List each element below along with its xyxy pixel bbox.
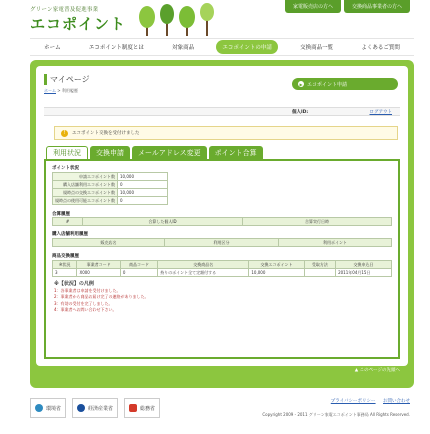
table-cell: 10,000: [249, 269, 304, 277]
legend-item: 3：有効の受付を完了しました。: [54, 300, 113, 306]
tab-email-change[interactable]: メールアドレス変更: [132, 146, 207, 159]
column-header: ※状況: [53, 261, 77, 269]
table-header-row: [53, 261, 392, 269]
notice-message: [54, 126, 398, 140]
legend-title: ※【状況】の凡例: [54, 281, 94, 287]
info-icon: !: [61, 130, 68, 137]
table-row: [53, 269, 392, 277]
tab-point-merge[interactable]: ポイント合算: [209, 146, 263, 159]
economy-logo-icon: [77, 404, 85, 412]
member-id-label: 個人ID:: [292, 110, 309, 115]
column-header: 合算した個人ID: [83, 218, 243, 226]
breadcrumb-home[interactable]: ホーム: [44, 88, 56, 93]
site-header: [0, 0, 430, 38]
eco-point-apply-button[interactable]: [292, 78, 398, 90]
footer-logos: [30, 398, 160, 418]
table-row: [53, 181, 168, 189]
exchange-table: [52, 260, 392, 277]
environment-logo-icon: [35, 404, 43, 412]
column-header: 販売店名: [53, 239, 165, 247]
logo-label: 経済産業省: [88, 405, 114, 412]
points-value: 0: [118, 197, 168, 205]
table-cell: 2011年04月15日: [336, 269, 392, 277]
status-legend: [54, 281, 149, 314]
ministry-economy-logo[interactable]: [72, 398, 118, 418]
tab-bar: [46, 146, 263, 159]
breadcrumb-current: 利用履歴: [61, 88, 78, 93]
column-header: 事業者コード: [77, 261, 120, 269]
nav-apply[interactable]: エコポイントの申請: [216, 40, 278, 54]
logo-subtitle: グリーン家電普及促進事業: [30, 7, 99, 13]
privacy-policy-link[interactable]: プライバシーポリシー: [330, 399, 376, 404]
points-value: 0: [118, 181, 168, 189]
table-header-row: [53, 218, 392, 226]
column-header: 利用区分: [165, 239, 279, 247]
tab-usage[interactable]: 利用状況: [46, 146, 88, 159]
content-card: [36, 66, 408, 366]
exchange-vendor-button[interactable]: 交換商品事業者の方へ: [344, 0, 410, 13]
points-value: 10,000: [118, 189, 168, 197]
main-frame: [30, 60, 414, 388]
retailer-button[interactable]: 家電販売店の方へ: [285, 0, 341, 13]
points-label: 購入店舗利用エコポイント数: [53, 181, 118, 189]
column-header: 商品コード: [120, 261, 157, 269]
contact-link[interactable]: お問い合わせ: [383, 399, 410, 404]
merge-section-title: 合算履歴: [52, 212, 70, 217]
nav-exchange-list[interactable]: 交換商品一覧: [300, 45, 334, 51]
arrow-right-icon: ▶: [299, 81, 303, 87]
table-cell: [304, 269, 335, 277]
table-header-row: [53, 239, 392, 247]
points-label: 規時点の交換エコポイント数: [53, 189, 118, 197]
table-row: [53, 197, 168, 205]
copyright: Copyright 2009 - 2011 グリーン家電エコポイント事務局 All Rights Reserved.: [262, 412, 410, 417]
tab-exchange[interactable]: 交換申請: [90, 146, 130, 159]
store-section-title: 購入店舗利用履歴: [52, 232, 88, 237]
merge-table: [52, 217, 392, 226]
ministry-environment-logo[interactable]: [30, 398, 66, 418]
logout-link[interactable]: ログアウト: [369, 110, 392, 115]
column-header: 利用ポイント: [279, 239, 392, 247]
points-table: [52, 172, 168, 205]
logo-title[interactable]: エコポイント: [30, 15, 127, 33]
logo-label: 環境省: [46, 405, 62, 412]
nav-home[interactable]: ホーム: [44, 45, 61, 51]
column-header: 受取方法: [304, 261, 335, 269]
table-cell: 0: [120, 269, 157, 277]
table-cell: 持りのポイント全て定額付する: [158, 269, 249, 277]
nav-about[interactable]: エコポイント制度とは: [88, 45, 144, 51]
legend-item: 1：各事業者は申請を受付けました。: [54, 287, 121, 293]
store-table: [52, 238, 392, 247]
top-buttons: [285, 0, 410, 13]
notice-text: エコポイント交換を受付けました: [72, 131, 140, 136]
trees-illustration: [134, 2, 224, 38]
legend-item: 4：事業者へお問い合わせ下さい。: [54, 307, 117, 312]
column-header: 合算実行日時: [243, 218, 392, 226]
table-row: [53, 173, 168, 181]
table-cell: 3: [53, 269, 77, 277]
member-bar: [44, 107, 400, 116]
page-title: マイページ: [44, 74, 90, 85]
main-nav: [30, 38, 414, 56]
points-label: 規時点の使用可能エコポイント数: [53, 197, 118, 205]
internal-affairs-logo-icon: [129, 404, 137, 412]
column-header: 交換エコポイント: [249, 261, 304, 269]
logo-label: 総務省: [140, 405, 156, 412]
footer-links: [325, 398, 410, 404]
usage-panel: [44, 159, 400, 359]
apply-button-label: エコポイント申請: [307, 81, 348, 88]
exchange-section-title: 商品交換履歴: [52, 254, 79, 259]
ministry-internal-affairs-logo[interactable]: [124, 398, 160, 418]
column-header: #: [53, 218, 83, 226]
points-label: 申請エコポイント数: [53, 173, 118, 181]
points-section-title: ポイント状況: [52, 166, 79, 171]
table-cell: X000: [77, 269, 120, 277]
column-header: 交換申込日: [336, 261, 392, 269]
nav-faq[interactable]: よくあるご質問: [361, 45, 400, 51]
breadcrumb: ホーム > 利用履歴: [44, 88, 78, 93]
nav-products[interactable]: 対象商品: [172, 45, 195, 51]
legend-item: 2：事業者から商品お届け完了の連絡がありました。: [54, 294, 149, 299]
table-row: [53, 189, 168, 197]
column-header: 交換商品名: [158, 261, 249, 269]
page-top-link[interactable]: ▲ このページの先頭へ: [354, 368, 400, 373]
points-value: 10,000: [118, 173, 168, 181]
